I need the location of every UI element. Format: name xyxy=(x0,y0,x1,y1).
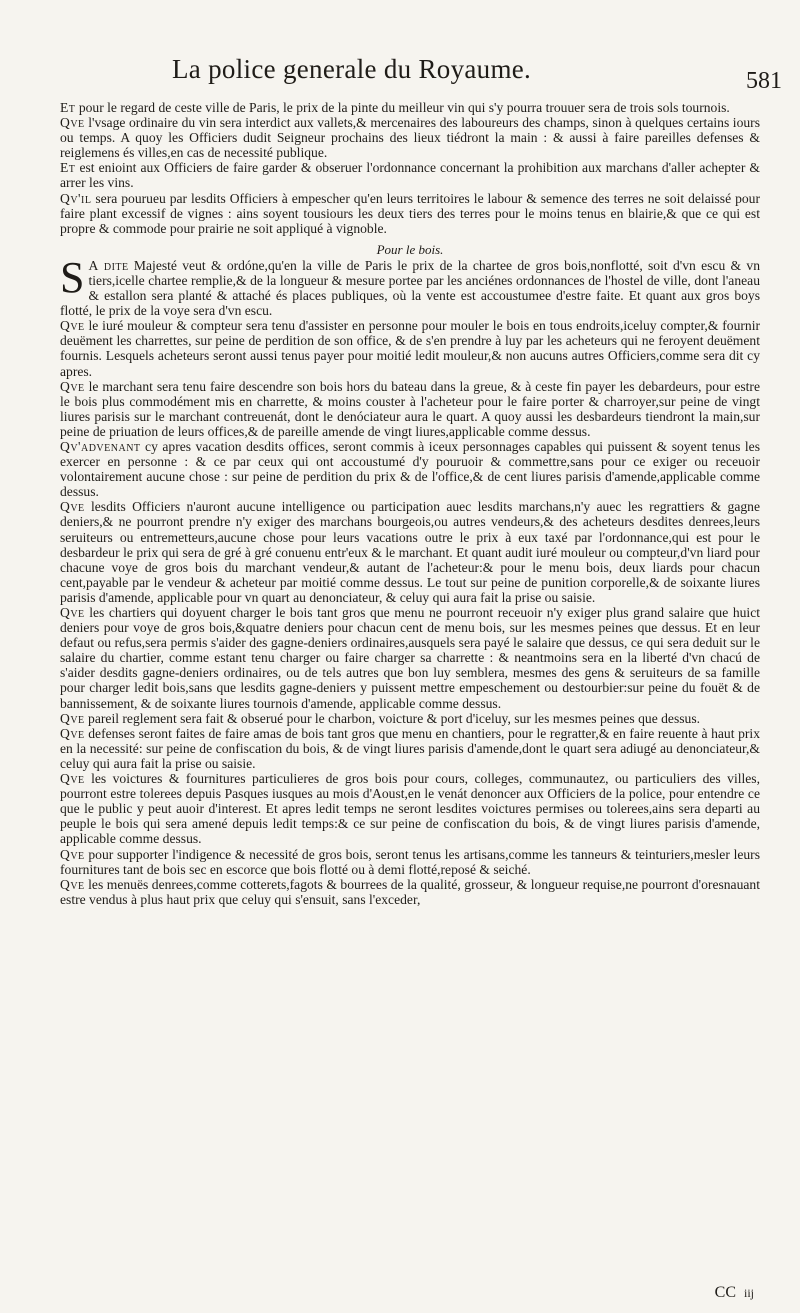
paragraph-text: le iuré mouleur & compteur sera tenu d'assister en personne pour mouler le bois en tous endroits,iceluy compter,& fournir deuëment les charrettes, sur peine de perdition de son office, & de s'en prendre à luy par les acheteurs qui ne feroyent deuëment fournis. Lesquels acheteurs seront aussi tenus payer pour moitié ledit mouleur,& non aucuns autres Officiers,comme sera dit cy apres. xyxy=(60,318,760,379)
paragraph xyxy=(60,877,760,907)
paragraph-lead: A dite xyxy=(88,257,129,273)
paragraph xyxy=(60,318,760,378)
paragraph xyxy=(60,379,760,439)
signature-sub: iij xyxy=(743,1286,754,1300)
drop-cap: S xyxy=(60,252,85,302)
paragraph xyxy=(60,771,760,846)
paragraph xyxy=(60,160,760,190)
paragraph-lead: Qve xyxy=(60,499,85,515)
paragraph-text: le marchant sera tenu faire descendre son bois hors du bateau dans la greue, & à ceste fin payer les debardeurs, pour estre le bois plus commodément mis en charrette, & moins couster à l'acheteur pour le faire porter & charroyer,sur peine de vingt liures parisis sur le marchant contreuenát, dont le denóciateur aura le quart. A quoy aussi les desbardeurs tiendront la main,sur peine de priuation de leurs offices,& de pareille amende de vingt liures,applicable comme dessus. xyxy=(60,378,760,439)
paragraph-lead: Qve xyxy=(60,378,85,394)
paragraph-text: pareil reglement sera fait & obserué pour le charbon, voicture & port d'iceluy, sur les mesmes peines que dessus. xyxy=(84,710,701,726)
paragraph-text: les menuës denrees,comme cotterets,fagots & bourrees de la qualité, grosseur, & longueur requise,ne pourront d'oresnauant estre vendus à plus haut prix que celuy qui s'ensuit, sans l'exceder, xyxy=(60,876,760,907)
paragraph-lead: Qv'il xyxy=(60,190,92,206)
paragraph-text: les voictures & fournitures particulieres de gros bois pour cours, colleges, communautez, ou particuliers des villes, pourront estre tolerees depuis Pasques iusques au mois d'Aoust,en le venát denoncer aux Officiers de la police, pour entendre ce que le public y peut auoir d'interest. Et apres ledit temps ne seront lesdites voictures permises ou tolerees,ains sera departi au peuple le bois qui sera amené depuis ledit temps:& ce sur peine de confiscation du bois, & de vingt liures parisis d'amende, applicable comme dessus. xyxy=(60,771,760,847)
paragraph xyxy=(60,847,760,877)
paragraph-lead: Qve xyxy=(60,846,85,862)
paragraph-lead: Qve xyxy=(60,318,85,334)
paragraph xyxy=(60,605,760,711)
paragraph-lead: Qve xyxy=(60,115,85,131)
paragraph-lead: Et xyxy=(60,100,76,115)
paragraph xyxy=(60,115,760,160)
paragraph xyxy=(60,726,760,771)
section-paragraphs xyxy=(60,252,760,907)
paragraph-text: pour supporter l'indigence & necessité de gros bois, seront tenus les artisans,comme les tanneurs & teinturiers,mesler leurs fournitures tant de bois sec en escorce que bois flotté ou à demi flotté,reposé & seiché. xyxy=(60,846,760,877)
signature-mark xyxy=(715,1284,754,1302)
paragraph-text: defenses seront faites de faire amas de bois tant gros que menu en chantiers, pour le regratter,& en faire reuente à haut prix en la necessité: sur peine de confiscation du bois, & de vingt liures parisis d'amende,dont le quart sera adiugé au denonciateur,& celuy qui aura fait la prise ou saisie. xyxy=(60,725,760,771)
paragraph xyxy=(60,252,760,319)
paragraph-lead: Et xyxy=(60,160,76,176)
paragraph xyxy=(60,439,760,499)
paragraph-text: l'vsage ordinaire du vin sera interdict aux vallets,& mercenaires des laboureurs des champs, sinon à quelques certains iours ou temps. A quoy les Officiers dudit Seigneur prochains des lieux tiédront la main : & aussi à faire pareilles defenses & reiglemens és villes,en cas de necessité publique. xyxy=(60,115,760,161)
paragraph-lead: Qve xyxy=(60,605,85,620)
paragraph-text: sera pourueu par lesdits Officiers à empescher qu'en leurs territoires le labour & semence des terres ne soit delaissé pour faire plant excessif de vignes : ains soyent tousiours les deux tiers des terres pour le moins tenus en blairie,& que ce qui est propre & commode pour prairie ne soit appliqué à vignoble. xyxy=(60,190,760,236)
paragraph xyxy=(60,711,760,726)
intro-paragraphs xyxy=(60,100,760,236)
paragraph-lead: Qv'advenant xyxy=(60,438,141,454)
paragraph-lead: Qve xyxy=(60,876,85,892)
paragraph-text: Majesté veut & ordóne,qu'en la ville de Paris le prix de la chartee de gros bois,nonflotté, soit d'vn escu & vn tiers,icelle chartee remplie,& de la longueur & mesure portee par les anciénes ordonnances de l'hostel de ville, dont l'aneau & estallon sera planté & attaché és places publiques, où la vente est accoustumee d'estre faite. Et quant aux gros boys flotté, le prix de la voye sera d'vn escu. xyxy=(60,257,760,319)
body-text xyxy=(60,100,760,907)
page-header xyxy=(0,54,800,98)
paragraph-text: pour le regard de ceste ville de Paris, le prix de la pinte du meilleur vin qui s'y pourra trouuer sera de trois sols tournois. xyxy=(75,100,730,115)
paragraph-text: les chartiers qui doyuent charger le bois tant gros que menu ne pourront receuoir n'y exiger plus grand salaire que huict deniers pour voye de gros bois,&quatre deniers pour chacun cent de menu bois, sur les mesmes peines que dessus. Et en leur defaut ou refus,sera permis s'aider des gagne-deniers ordinaires,ausquels sera payé le salaire que dessus, ce qui sera deduit sur le salaire du chartier, comme estant tenu charger ou faire charger sa charrette : & neantmoins sera en la liberté d'vn chacú de s'aider desdits gagne-deniers ordinaires, ou de tels autres que bon luy semblera, mesmes des gens & seruiteurs de sa famille pour charger ledit bois,sans que lesdits gagne-deniers y puissent mettre empeschement ou destourbier:sur peine du fouët & de bannissement, & de soixante liures tournois d'amende, applicable comme dessus. xyxy=(60,605,760,711)
paragraph-lead: Qve xyxy=(60,710,85,726)
paragraph-text: lesdits Officiers n'auront aucune intelligence ou participation auec lesdits marchans,n'y auec les regrattiers & gagne deniers,& ne pourront prendre n'y exiger des marchans bourgeois,ou autres vendeurs,& des acheteurs desdites denrees,leurs seruiteurs ou entremetteurs,aucune chose pour leurs vacations outre le prix à eux taxé par l'ordonnance,qui est pour le desbardeur le prix qui sera de gré à gré conuenu entr'eux & le marchant. Et quant audit iuré mouleur ou compteur,d'vn liard pour chacune voye de gros bois du marchant vendeur,& autant de l'acheteur:& pour le menu bois, deux liards pour chacun cent,payable par le vendeur & acheteur par moitié comme dessus. Le tout sur peine de punition corporelle,& de soixante liures parisis d'amende, applicable pour vn quart au denonciateur, & celuy qui aura fait la prise ou saisie. xyxy=(60,499,760,605)
paragraph-text: est enioint aux Officiers de faire garder & obseruer l'ordonnance concernant la prohibition aux marchans d'aller achepter & arrer les vins. xyxy=(60,160,760,191)
paragraph xyxy=(60,100,760,115)
paragraph-text: cy apres vacation desdits offices, seront commis à iceux personnages capables qui puissent & soyent tenus les exercer en personne : & ce par ceux qui ont accoustumé d'y pouruoir & commettre,sans pour ce exiger ou receuoir volontairement aucune chose : sur peine de perdition du prix & de l'office,& de cent liures parisis d'amende,applicable comme dessus. xyxy=(60,438,760,500)
paragraph-lead: Qve xyxy=(60,771,85,787)
section-heading: Pour le bois. xyxy=(376,241,444,257)
signature-main: CC xyxy=(714,1284,736,1301)
page-number: 581 xyxy=(746,68,782,94)
paragraph-lead: Qve xyxy=(60,725,85,741)
running-title: La police generale du Royaume. xyxy=(172,54,532,84)
paragraph xyxy=(60,499,760,605)
paragraph xyxy=(60,191,760,236)
